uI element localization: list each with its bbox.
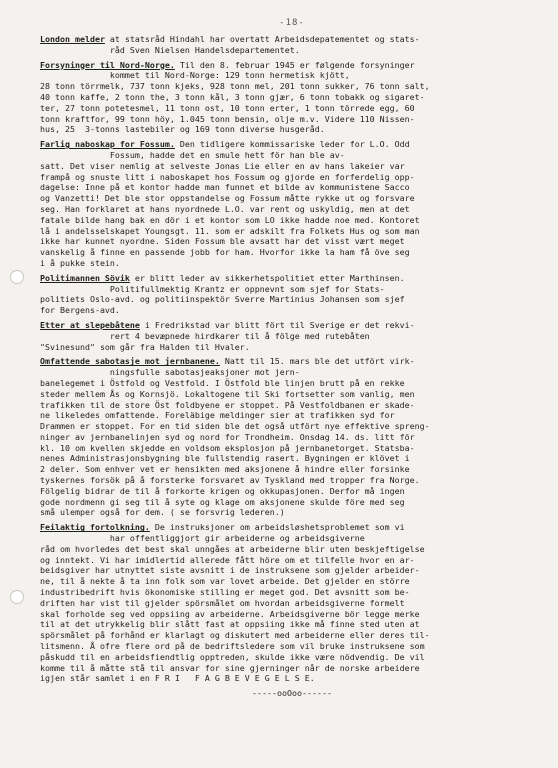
article-line bbox=[40, 161, 544, 172]
article-line bbox=[40, 464, 544, 475]
article bbox=[40, 34, 544, 56]
article-text: i Fredrikstad var blitt fört til Sverige er det rekvi- bbox=[139, 319, 415, 330]
article-line bbox=[40, 258, 544, 269]
article-text: vanskelig å finne en passende jobb for ham. Hvorfor ikke la ham få öve seg bbox=[40, 247, 410, 258]
article-line bbox=[40, 103, 544, 114]
article-line bbox=[40, 673, 544, 684]
article-line bbox=[40, 453, 544, 464]
article-line bbox=[40, 486, 544, 497]
article-line bbox=[40, 70, 544, 81]
article-line bbox=[40, 555, 544, 566]
article-text: politiets Oslo-avd. og politiinspektör Sverre Martinius Johansen som sjef bbox=[40, 294, 405, 305]
article-text: 28 tonn törrmelk, 737 tonn kjeks, 928 tonn mel, 201 tonn sukker, 76 tonn salt, bbox=[40, 81, 430, 92]
article-text: industribedrift hvis ökonomiske stilling er meget god. Det avsnitt som be- bbox=[40, 587, 410, 598]
article-text: beidsgiver har utnyttet siste avsnitt i de instruksene som gjelder arbeider- bbox=[40, 565, 420, 576]
article-line bbox=[40, 544, 544, 555]
article bbox=[40, 273, 544, 316]
article-line bbox=[40, 475, 544, 486]
article bbox=[40, 139, 544, 269]
article-list bbox=[40, 34, 544, 684]
article-text: fatale bilde hang bak en dör i et kontor som LO ikke hadde noe med. Kontoret bbox=[40, 214, 420, 225]
article-line bbox=[40, 124, 544, 135]
punch-hole-bottom bbox=[10, 590, 24, 604]
article-first-line bbox=[40, 60, 544, 71]
article-text: "Svinesund" som går fra Halden til Hvaler. bbox=[40, 341, 250, 352]
article-line bbox=[40, 193, 544, 204]
article bbox=[40, 522, 544, 684]
article-text: råd Sven Nielsen Handelsdepartementet. bbox=[40, 44, 300, 55]
article-text: 2 deler. Som enhver vet er hensikten med aksjonene å hindre eller forsinke bbox=[40, 464, 410, 475]
article-text: Til den 8. februar 1945 er følgende forsyninger bbox=[174, 59, 415, 70]
article-text: skal forholde seg ved oppsiing av arbeiderne. Arbeidsgiverne bör legge merke bbox=[40, 608, 420, 619]
article-line bbox=[40, 652, 544, 663]
article-line bbox=[40, 226, 544, 237]
article-line bbox=[40, 182, 544, 193]
article bbox=[40, 60, 544, 136]
article-line bbox=[40, 45, 544, 56]
article-text: ne likeledes omfattende. Foreläbige meldinger sier at trafikken syd for bbox=[40, 410, 395, 421]
article-line bbox=[40, 378, 544, 389]
article-line bbox=[40, 367, 544, 378]
page-number: -18- bbox=[279, 18, 305, 28]
article-text: at statsråd Hindahl har overtatt Arbeidsdepatementet og stats- bbox=[104, 34, 420, 44]
article-text: ter, 27 tonn potetesmel, 11 tonn ost, 10 tonn erter, 1 tonn törrede egg, 60 bbox=[40, 102, 415, 113]
article-line bbox=[40, 410, 544, 421]
article-text: trafikken til de store Öst foldbyene er stoppet. På Vestfoldbanen er skade- bbox=[40, 399, 415, 410]
article-text: til at det utrykkelig blir slått fast at oppsiing ikke må finne sted uten at bbox=[40, 619, 420, 630]
article-line bbox=[40, 619, 544, 630]
article-text: rert 4 bevæpnede hirdkarer til å fölge med rutebåten bbox=[40, 330, 370, 341]
article-line bbox=[40, 565, 544, 576]
article-line bbox=[40, 342, 544, 353]
article-line bbox=[40, 533, 544, 544]
article-first-line bbox=[40, 522, 544, 533]
article-text: ninger av jernbanelinjen syd og nord for Trondheim. Onsdag 14. ds. litt för bbox=[40, 431, 415, 442]
article-text: ningsfulle sabotasjeaksjoner mot jern- bbox=[40, 367, 300, 378]
article-text: ne, til å nekte å ta inn folk som var lovet arbeide. Det gjelder en större bbox=[40, 576, 410, 587]
article-line bbox=[40, 284, 544, 295]
article-line bbox=[40, 114, 544, 125]
article-line bbox=[40, 236, 544, 247]
article-text: tyskernes forsök på å forsterke forsvaret av Tyskland med tropper fra Norge. bbox=[40, 475, 420, 486]
article-line bbox=[40, 609, 544, 620]
article-text: satt. Det viser nemlig at selveste Jonas Lie eller en av hans lakeier var bbox=[40, 160, 405, 171]
article-line bbox=[40, 150, 544, 161]
article-first-line bbox=[40, 320, 544, 331]
article-text: lå i andelsselskapet Youngsgt. 11. som er adskilt fra Folkets Hus og som man bbox=[40, 225, 420, 236]
article-text: spörsmålet på forhånd er klarlagt og diskutert med arbeiderne eller deres til- bbox=[40, 630, 430, 641]
article-text: for Bergens-avd. bbox=[40, 305, 120, 316]
article-line bbox=[40, 507, 544, 518]
article-line bbox=[40, 294, 544, 305]
article-line bbox=[40, 331, 544, 342]
article-headline: Omfattende sabotasje mot jernbanene. bbox=[40, 356, 220, 367]
article-text: er blitt leder av sikkerhetspolitiet etter Marthinsen. bbox=[129, 272, 405, 283]
article-line bbox=[40, 400, 544, 411]
article bbox=[40, 320, 544, 352]
article-line bbox=[40, 432, 544, 443]
article bbox=[40, 356, 544, 518]
article-text: og Vanzetti! Det ble stor oppstandelse og Fossum måtte rykke ut og forsvare bbox=[40, 193, 415, 204]
article-line bbox=[40, 443, 544, 454]
article-first-line bbox=[40, 139, 544, 150]
article-text: Fölgelig bidrar de til å forkorte krigen og okkupasjonen. Derfor må ingen bbox=[40, 485, 405, 496]
article-line bbox=[40, 92, 544, 103]
article-text: i å pukke stein. bbox=[40, 257, 120, 268]
article-text: Fossum, hadde det en smule hett för han ble av- bbox=[40, 149, 345, 160]
article-text: dagelse: Inne på et kontor hadde man funnet et bilde av kommunistene Sacco bbox=[40, 182, 410, 193]
article-line bbox=[40, 497, 544, 508]
article-text: Natt til 15. mars ble det utfört virk- bbox=[219, 356, 415, 367]
article-text: Politifullmektig Krantz er oppnevnt som sjef for Stats- bbox=[40, 283, 385, 294]
article-headline: Politimannen Sövik bbox=[40, 272, 130, 283]
article-text: steder mellem Ås og Kornsjö. Lokaltogene til Ski fortsetter som vanlig, men bbox=[40, 388, 415, 399]
article-text: små ulemper også for dem. ( se forsvrig lederen.) bbox=[40, 507, 285, 518]
punch-hole-top bbox=[10, 270, 24, 284]
article-line bbox=[40, 389, 544, 400]
article-line bbox=[40, 641, 544, 652]
article-line bbox=[40, 204, 544, 215]
article-text: hus, 25 3-tonns lastebiler og 169 tonn diverse husgeråd. bbox=[40, 124, 325, 135]
article-text: komme til å måtte stå til ansvar for sine gjerninger når de norske arbeidere bbox=[40, 662, 420, 673]
article-headline: Farlig naboskap for Fossum. bbox=[40, 139, 175, 150]
article-text: seg. Han forklaret at hans nyordnede L.O. var rent og uskyldig, men at det bbox=[40, 203, 410, 214]
article-text: gode nordmenn gi seg til å syte og klage om aksjonene skulde före med seg bbox=[40, 496, 405, 507]
article-first-line bbox=[40, 356, 544, 367]
article-line bbox=[40, 587, 544, 598]
article-text: tonn kraftfor, 99 tonn höy, 1.045 tonn bensin, olje m.v. Videre 110 Nissen- bbox=[40, 113, 415, 124]
article-headline: Etter at slepebåtene bbox=[40, 319, 140, 330]
article-headline: Forsyninger til Nord-Norge. bbox=[40, 59, 175, 70]
article-line bbox=[40, 305, 544, 316]
article-text: litsmenn. Å ofre flere ord på de bedriftsledere som vil bruke instruksene som bbox=[40, 641, 425, 652]
article-text: råd om hvorledes det best skal unngåes at arbeiderne blir uten beskjeftigelse bbox=[40, 543, 425, 554]
article-first-line bbox=[40, 34, 544, 45]
article-text: påskudd til en arbeidsfiendtlig opptreden, skulde ikke være nödvendig. De vil bbox=[40, 651, 425, 662]
article-line bbox=[40, 630, 544, 641]
article-line bbox=[40, 215, 544, 226]
article-text: igjen står samlet i en F R I F A G B E V E G E L S E. bbox=[40, 673, 315, 684]
article-text: nenes Administrasjonsbygning ble fullstendig rasert. Bygningen er klövet i bbox=[40, 453, 410, 464]
article-text: Drammen er stoppet. For en tid siden ble det også utfört nye effektive spreng- bbox=[40, 421, 430, 432]
article-line bbox=[40, 81, 544, 92]
article-line bbox=[40, 598, 544, 609]
article-text: har offentliggjort gir arbeiderne og arbeidsgiverne bbox=[40, 533, 365, 544]
article-text: ikke har kunnet nyordne. Siden Fossum ble avsatt har det visst vært meget bbox=[40, 236, 405, 247]
article-text: 40 tonn kaffe, 2 tonn the, 3 tonn kål, 3 tonn gjær, 6 tonn tobakk og sigaret- bbox=[40, 91, 425, 102]
article-text: frampå og snuste litt i naboskapet hos Fossum og gjorde en forferdelig opp- bbox=[40, 171, 415, 182]
article-text: driften har vist til gjelder spörsmålet om hvordan arbeidsgiverne formelt bbox=[40, 597, 405, 608]
article-text: banelegemet i Östfold og Vestfold. I Östfold ble linjen brutt på en rekke bbox=[40, 377, 405, 388]
article-text: Den tidligere kommissariske leder for L.O. Odd bbox=[174, 139, 410, 150]
article-headline: London melder bbox=[40, 34, 105, 44]
article-line bbox=[40, 576, 544, 587]
article-line bbox=[40, 247, 544, 258]
article-text: kommet til Nord-Norge: 129 tonn hermetisk kjött, bbox=[40, 70, 350, 81]
article-text: De instruksjoner om arbeidsløshetsproblemet som vi bbox=[149, 522, 405, 533]
article-first-line bbox=[40, 273, 544, 284]
article-line bbox=[40, 172, 544, 183]
article-line bbox=[40, 421, 544, 432]
article-text: og inntekt. Vi har imidlertid allerede fått höre om et tilfelle hvor en ar- bbox=[40, 554, 415, 565]
footer-rule: -----ooOoo------ bbox=[252, 688, 332, 699]
article-text: kl. 10 om kvellen skjedde en voldsom eksplosjon på jernbanetorget. Statsba- bbox=[40, 442, 415, 453]
article-line bbox=[40, 663, 544, 674]
article-headline: Feilaktig fortolkning. bbox=[40, 522, 150, 533]
